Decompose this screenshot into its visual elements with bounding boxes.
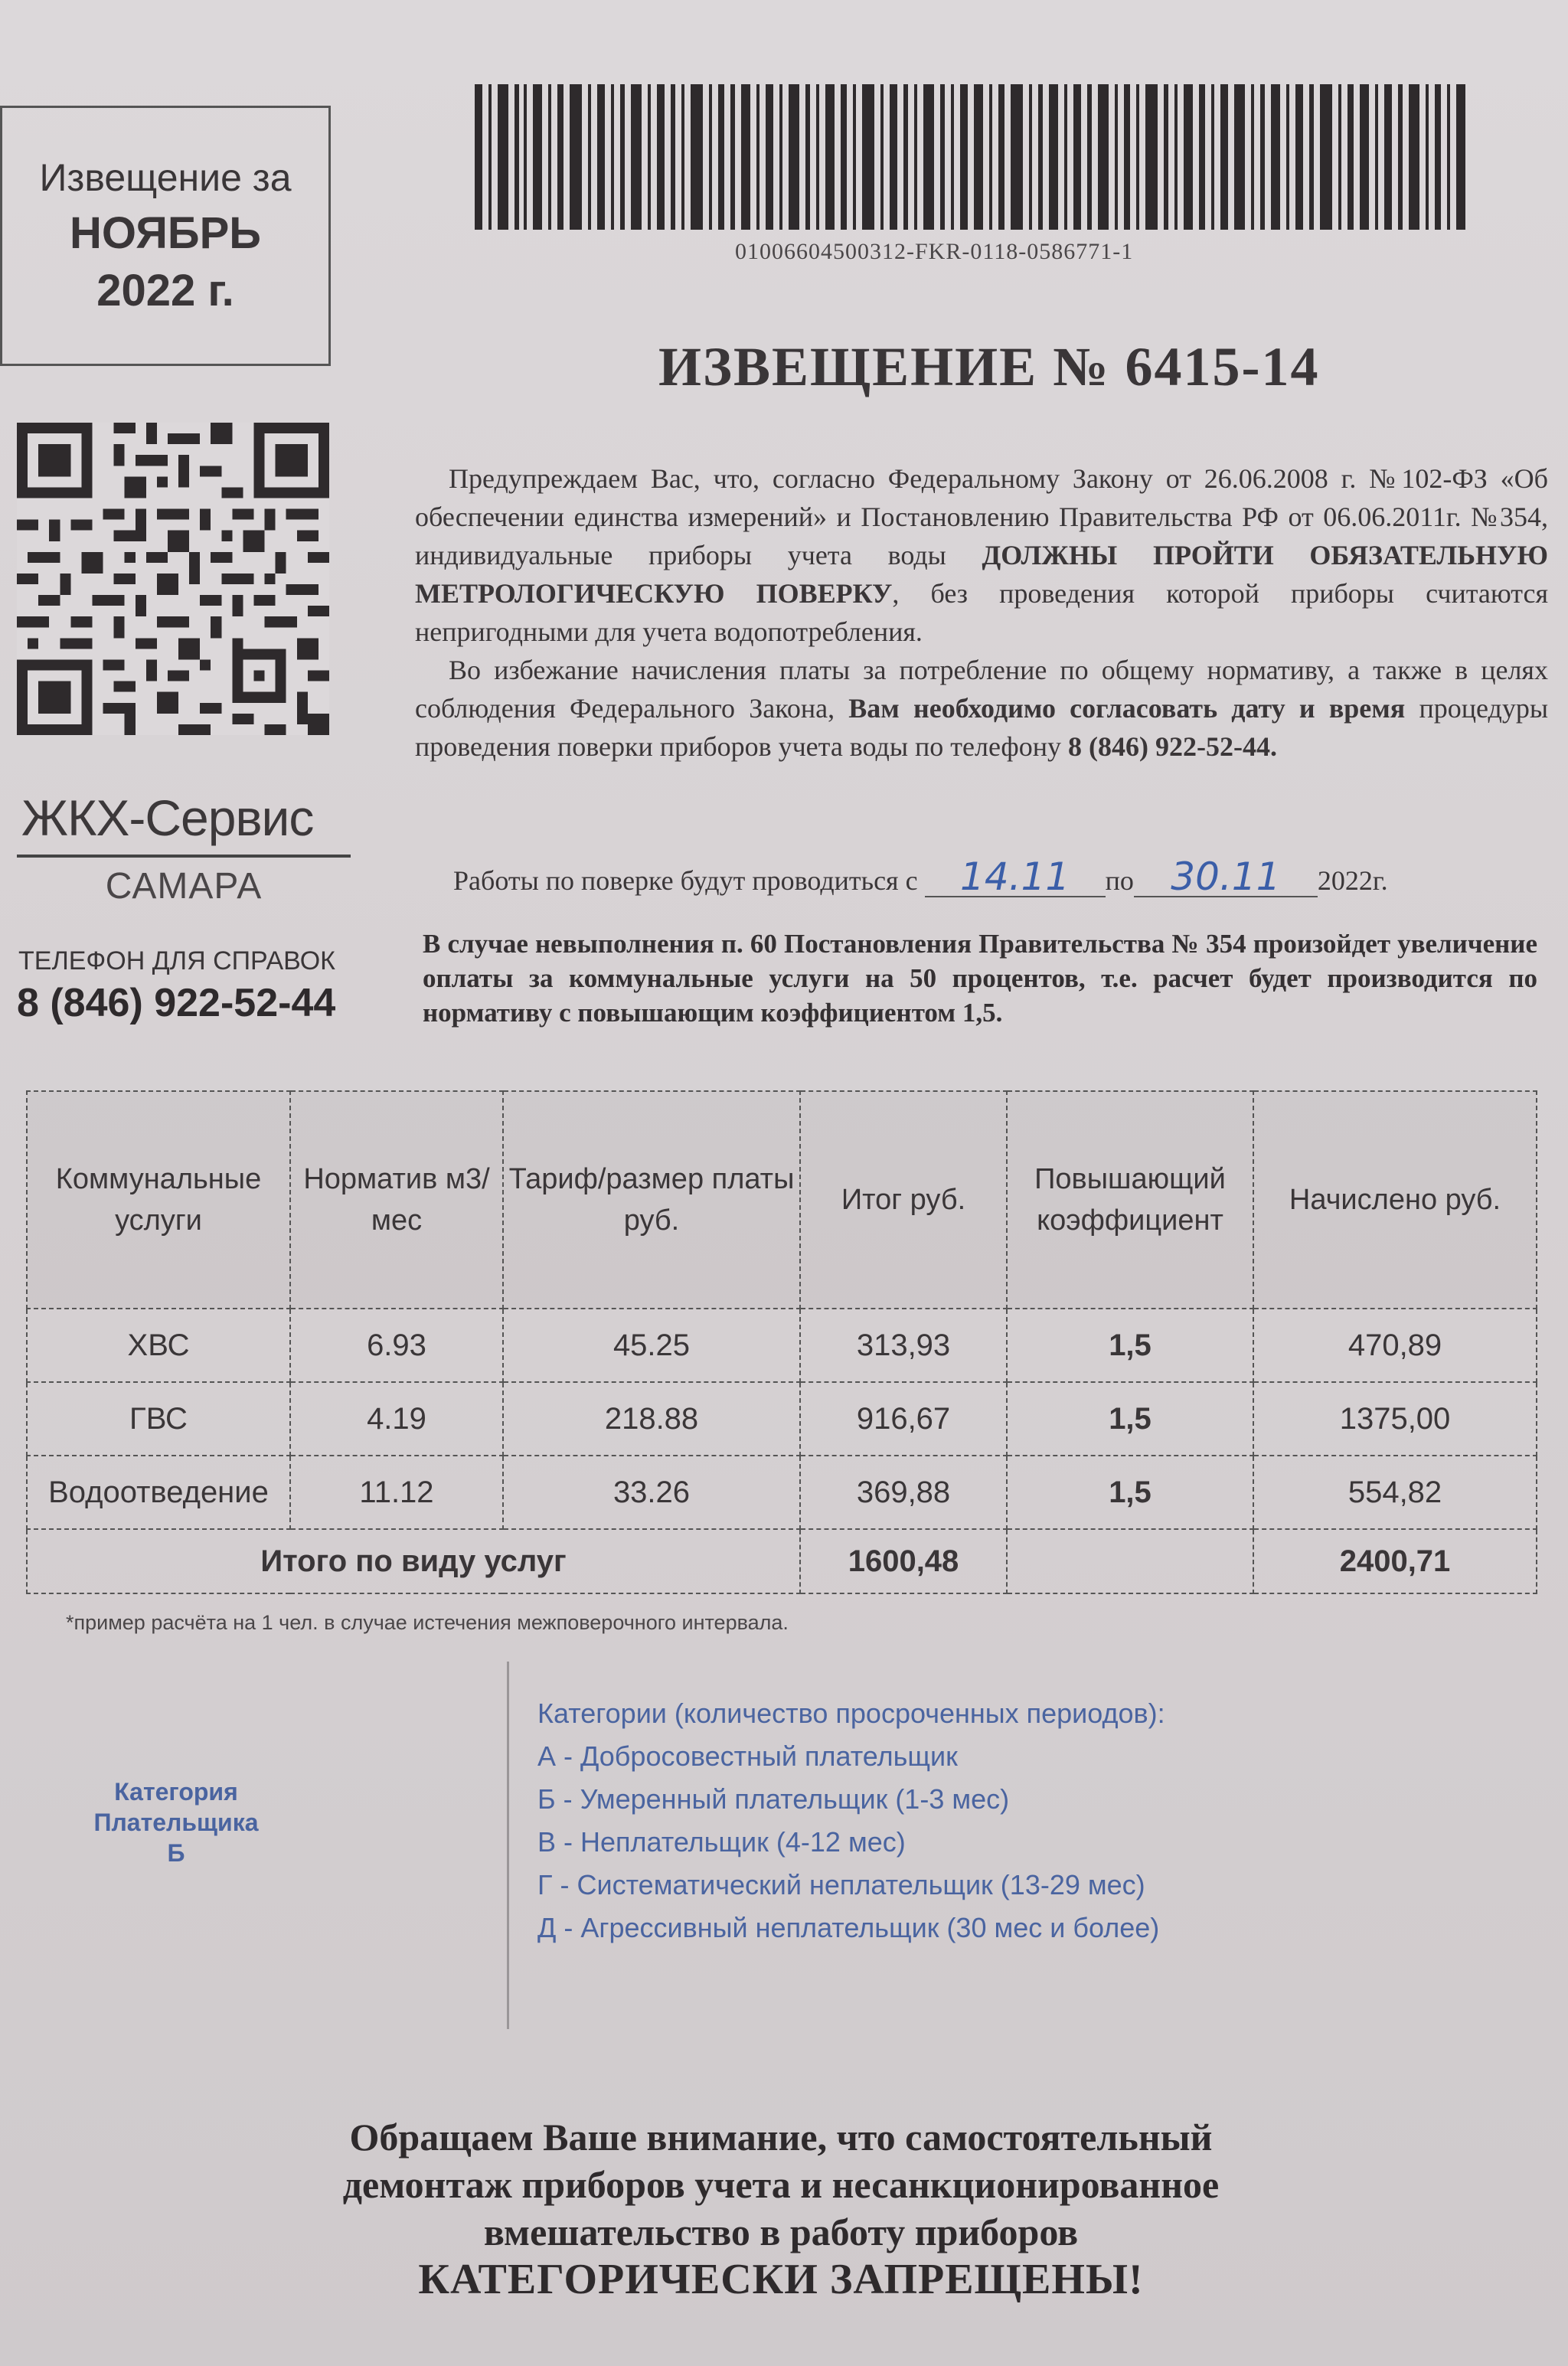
paragraph-1-bold: ДОЛЖНЫ ПРОЙТИ ОБЯЗАТЕЛЬНУЮ МЕТРОЛОГИЧЕСКУЮ ПОВЕРКУ: [415, 540, 1548, 609]
paragraph-1: [415, 459, 1548, 651]
header-charged: Начислено руб.: [1253, 1091, 1537, 1309]
cell-itog: 313,93: [800, 1309, 1007, 1382]
categories-list: [537, 1692, 1165, 1949]
works-date-to: 30.11: [1134, 858, 1318, 897]
category-item: Г - Систематический неплательщик (13-29 мес): [537, 1869, 1145, 1900]
cell-coefficient: 1,5: [1007, 1382, 1253, 1456]
notice-body: [415, 459, 1548, 766]
category-item: А - Добросовестный плательщик: [537, 1740, 958, 1772]
brand-name: ЖКХ-Сервис: [21, 789, 314, 846]
bottom-notice: [153, 2113, 1409, 2303]
cell-tariff: 45.25: [503, 1309, 800, 1382]
payer-category: [61, 1776, 291, 1868]
paragraph-1-tail: , без проведения которой приборы считаются непригодными для учета водопотребления.: [415, 578, 1549, 647]
barcode: [475, 84, 1470, 230]
cell-norm: 6.93: [290, 1309, 503, 1382]
bottom-notice-line4: КАТЕГОРИЧЕСКИ ЗАПРЕЩЕНЫ!: [418, 2256, 1144, 2303]
table-header-row: [27, 1091, 1537, 1309]
header-itog: Итог руб.: [800, 1091, 1007, 1309]
cell-itog: 369,88: [800, 1456, 1007, 1529]
category-item: В - Неплательщик (4-12 мес): [537, 1826, 906, 1858]
total-empty: [1007, 1529, 1253, 1593]
payer-category-line2: Плательщика: [93, 1809, 259, 1836]
notice-month-box: [0, 106, 331, 366]
payer-category-value: Б: [167, 1839, 185, 1867]
qr-code: [17, 423, 329, 735]
footnote: *пример расчёта на 1 чел. в случае истечения межповерочного интервала.: [66, 1611, 789, 1634]
cell-service: ГВС: [27, 1382, 290, 1456]
table-row: [27, 1382, 1537, 1456]
notice-title: ИЗВЕЩЕНИЕ № 6415-14: [658, 336, 1320, 397]
category-item: Б - Умеренный плательщик (1-3 мес): [537, 1783, 1010, 1815]
paragraph-2-text: Во избежание начисления платы за потребление по общему нормативу, а также в целях соблюдения Федерального Закона,: [415, 655, 1548, 724]
total-label: Итого по виду услуг: [27, 1529, 800, 1593]
notice-month-label: Извещение за: [39, 156, 292, 199]
notice-month: НОЯБРЬ: [70, 208, 261, 258]
cell-norm: 4.19: [290, 1382, 503, 1456]
table-row: [27, 1309, 1537, 1382]
header-tariff: Тариф/размер платы руб.: [503, 1091, 800, 1309]
categories-title: Категории (количество просроченных периодов):: [537, 1698, 1165, 1729]
bottom-notice-line1: Обращаем Ваше внимание, что самостоятельный: [349, 2116, 1213, 2158]
header-service: Коммунальные услуги: [27, 1091, 290, 1309]
works-prefix: Работы по поверке будут проводиться с: [453, 865, 918, 896]
category-item: Д - Агрессивный неплательщик (30 мес и более): [537, 1912, 1160, 1943]
works-by: по: [1105, 865, 1134, 896]
table-row: [27, 1456, 1537, 1529]
cell-tariff: 218.88: [503, 1382, 800, 1456]
paragraph-1-text: Предупреждаем Вас, что, согласно Федеральному Закону от 26.06.2008 г. №102-ФЗ «Об обеспечении единства измерений» и Постановлению Правительства РФ от 06.06.2011г. №354, индивидуальные приборы учета воды: [415, 463, 1548, 570]
cell-tariff: 33.26: [503, 1456, 800, 1529]
paragraph-2: [415, 651, 1548, 766]
notice-year: 2022 г.: [96, 266, 234, 315]
cell-charged: 470,89: [1253, 1309, 1537, 1382]
phone-number: 8 (846) 922-52-44: [17, 981, 336, 1025]
cell-coefficient: 1,5: [1007, 1309, 1253, 1382]
paragraph-2-mid: процедуры проведения поверки приборов учета воды по телефону: [415, 693, 1549, 762]
brand-divider: [17, 855, 351, 858]
cell-itog: 916,67: [800, 1382, 1007, 1456]
categories-divider: [507, 1662, 509, 2029]
payer-category-line1: Категория: [114, 1778, 238, 1806]
cell-charged: 1375,00: [1253, 1382, 1537, 1456]
total-itog: 1600,48: [800, 1529, 1007, 1593]
brand-city: САМАРА: [105, 866, 263, 907]
bottom-notice-line3: вмешательство в работу приборов: [483, 2211, 1079, 2253]
header-norm: Норматив м3/мес: [290, 1091, 503, 1309]
total-charged: 2400,71: [1253, 1529, 1537, 1593]
cell-charged: 554,82: [1253, 1456, 1537, 1529]
works-date-from: 14.11: [925, 858, 1106, 897]
works-suffix: 2022г.: [1317, 865, 1388, 896]
works-period: [453, 855, 1388, 899]
bottom-notice-line2: демонтаж приборов учета и несанкционированное: [342, 2163, 1220, 2206]
header-coefficient: Повышающий коэффициент: [1007, 1091, 1253, 1309]
phone-label: ТЕЛЕФОН ДЛЯ СПРАВОК: [18, 946, 335, 975]
table-total-row: [27, 1529, 1537, 1593]
charges-table: [26, 1090, 1537, 1594]
cell-coefficient: 1,5: [1007, 1456, 1253, 1529]
cell-service: Водоотведение: [27, 1456, 290, 1529]
paragraph-2-phone: 8 (846) 922-52-44.: [1067, 731, 1277, 762]
cell-norm: 11.12: [290, 1456, 503, 1529]
barcode-number: 01006604500312-FKR-0118-0586771-1: [735, 239, 1134, 264]
paragraph-2-bold: Вам необходимо согласовать дату и время: [848, 693, 1406, 724]
cell-service: ХВС: [27, 1309, 290, 1382]
warning-text: В случае невыполнения п. 60 Постановления Правительства № 354 произойдет увеличение оплаты за коммунальные услуги на 50 процентов, т.е. расчет будет производится по нормативу с повышающим коэффициентом 1,5.: [423, 929, 1537, 1028]
